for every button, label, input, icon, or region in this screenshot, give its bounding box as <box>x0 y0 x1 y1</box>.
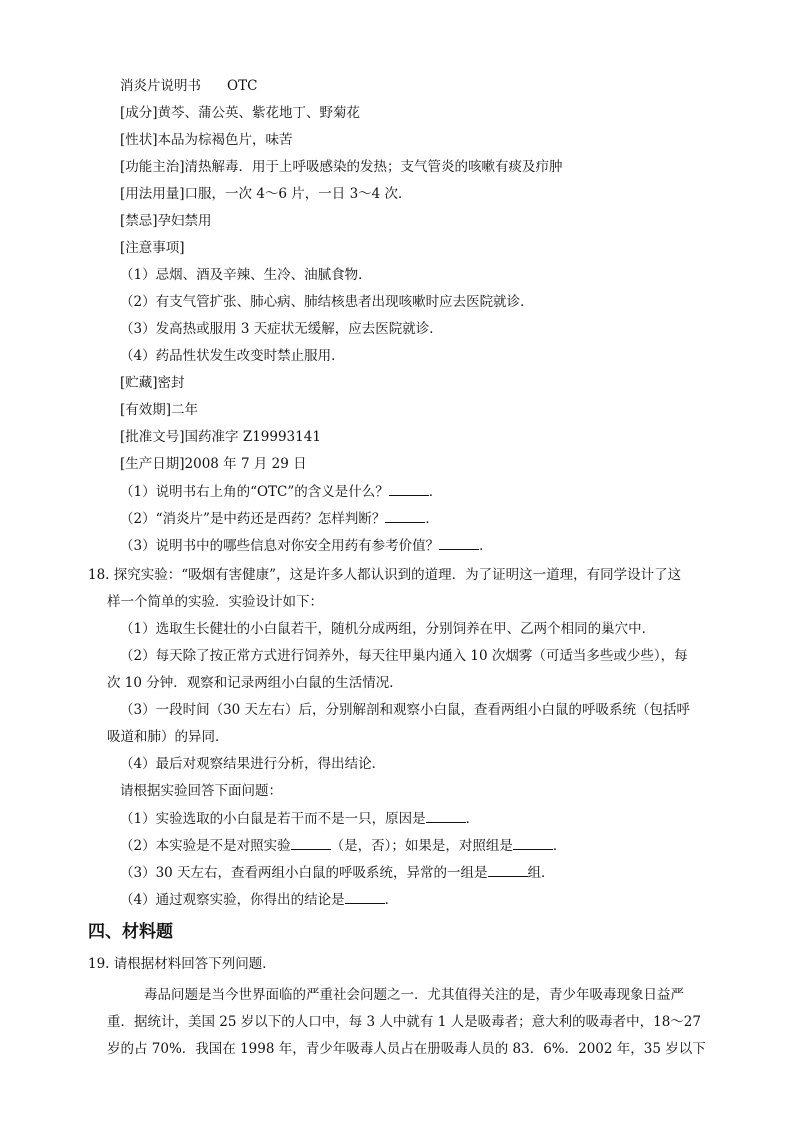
instruction-question: （1）说明书右上角的“OTC”的含义是什么？ ． <box>120 481 442 502</box>
question-18-sub-2: （2）本实验是不是对照实验 （是，否）；如果是，对照组是 ． <box>120 835 566 856</box>
question-18-intro-cont: 样一个简单的实验．实验设计如下： <box>107 594 323 610</box>
answer-blank[interactable] <box>291 835 331 850</box>
question-18-sub-4: （4）通过观察实验，你得出的结论是 ． <box>120 889 398 910</box>
question-number: 19. <box>88 956 110 972</box>
instruction-line: [批准文号]国药准字 Z19993141 <box>120 429 321 445</box>
answer-blank[interactable] <box>345 889 385 904</box>
answer-blank[interactable] <box>439 535 479 550</box>
instruction-line: [性状]本品为棕褐色片，味苦 <box>120 132 293 148</box>
answer-blank[interactable] <box>488 862 528 877</box>
question-19-prompt: 19. 请根据材料回答下列问题． <box>88 956 276 972</box>
instruction-title: 消炎片说明书 <box>120 78 201 94</box>
instruction-line: （3）发高热或服用 3 天症状无缓解，应去医院就诊． <box>120 321 443 337</box>
material-paragraph-line: 毒品问题是当今世界面临的严重社会问题之一．尤其值得关注的是，青少年吸毒现象日益严 <box>144 987 684 1003</box>
instruction-question: （2）“消炎片”是中药还是西药？怎样判断？ ． <box>120 508 439 529</box>
instruction-question: （3）说明书中的哪些信息对你安全用药有参考价值？ ． <box>120 535 493 556</box>
experiment-step: （1）选取生长健壮的小白鼠若干，随机分成两组，分别饲养在甲、乙两个相同的巢穴中． <box>120 621 656 637</box>
answer-blank[interactable] <box>426 808 466 823</box>
experiment-prompt: 请根据实验回答下面问题： <box>120 783 282 799</box>
otc-label: OTC <box>227 78 258 94</box>
experiment-step-cont: 次 10 分钟．观察和记录两组小白鼠的生活情况． <box>107 675 403 691</box>
section-heading: 四、材料题 <box>88 922 173 942</box>
answer-blank[interactable] <box>513 835 553 850</box>
instruction-line: [贮藏]密封 <box>120 375 185 391</box>
material-paragraph-line: 重．据统计，美国 25 岁以下的人口中，每 3 人中就有 1 人是吸毒者；意大利的吸毒者中，18～27 <box>107 1014 701 1030</box>
instruction-line: [用法用量]口服，一次 4～6 片，一日 3～4 次． <box>120 186 412 202</box>
material-paragraph-line: 岁的占 70%．我国在 1998 年，青少年吸毒人员占在册吸毒人员的 83．6%．2002 年，35 岁以下 <box>107 1041 706 1057</box>
instruction-line: （2）有支气管扩张、肺心病、肺结核患者出现咳嗽时应去医院就诊． <box>120 294 534 310</box>
question-18-intro: 18. 探究实验：“吸烟有害健康”，这是许多人都认识到的道理．为了证明这一道理，有同学设计了这 <box>88 567 682 583</box>
instruction-line: [有效期]二年 <box>120 402 199 418</box>
answer-blank[interactable] <box>385 508 425 523</box>
answer-blank[interactable] <box>389 481 429 496</box>
instruction-line: （1）忌烟、酒及辛辣、生冷、油腻食物． <box>120 267 372 283</box>
instruction-title-line <box>120 76 257 96</box>
instruction-line: [成分]黄芩、蒲公英、紫花地丁、野菊花 <box>120 105 361 121</box>
instruction-line: [注意事项] <box>120 240 185 256</box>
question-18-sub-3: （3）30 天左右，查看两组小白鼠的呼吸系统，异常的一组是 组． <box>120 862 555 883</box>
experiment-step-cont: 吸道和肺）的异同． <box>107 729 229 745</box>
instruction-line: （4）药品性状发生改变时禁止服用． <box>120 348 345 364</box>
question-18-sub-1: （1）实验选取的小白鼠是若干而不是一只，原因是 ． <box>120 808 479 829</box>
instruction-line: [禁忌]孕妇禁用 <box>120 213 212 229</box>
experiment-step: （4）最后对观察结果进行分析，得出结论． <box>120 756 386 772</box>
experiment-step: （2）每天除了按正常方式进行饲养外，每天往甲巢内通入 10 次烟雾（可适当多些或少些），每 <box>120 648 688 664</box>
instruction-line: [功能主治]清热解毒．用于上呼吸感染的发热；支气管炎的咳嗽有痰及疖肿 <box>120 159 563 175</box>
question-number: 18. <box>88 567 110 583</box>
instruction-line: [生产日期]2008 年 7 月 29 日 <box>120 456 307 472</box>
experiment-step: （3）一段时间（30 天左右）后，分别解剖和观察小白鼠，查看两组小白鼠的呼吸系统（包括呼 <box>120 702 691 718</box>
